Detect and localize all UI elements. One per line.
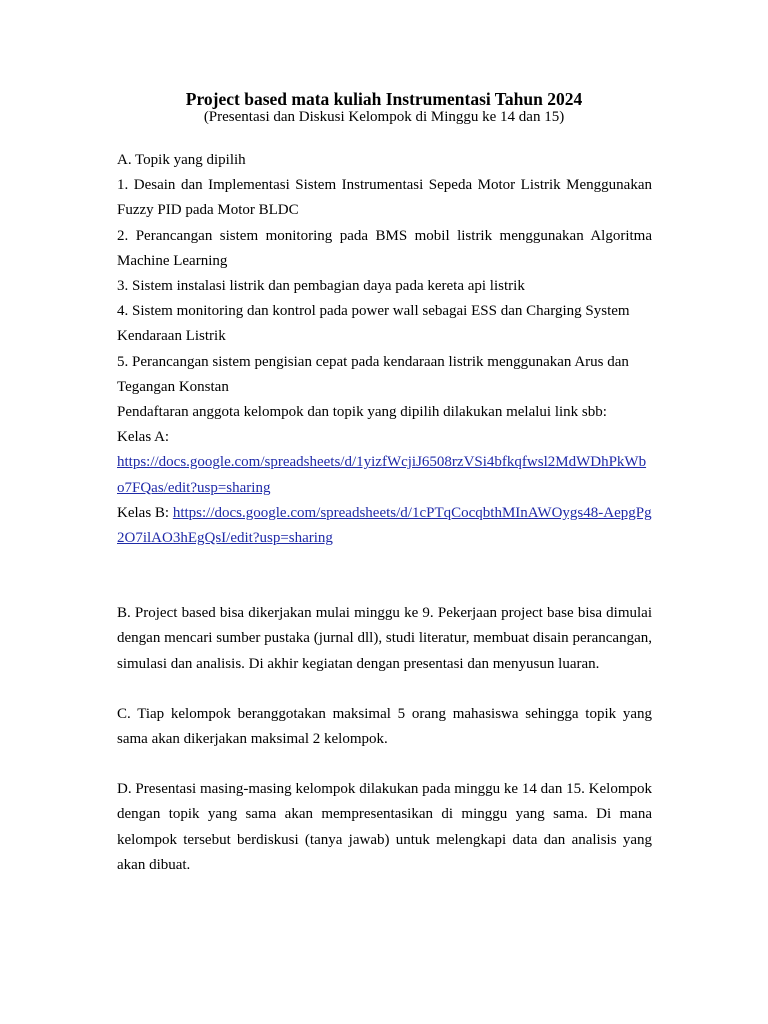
- topic-item-2: 2. Perancangan sistem monitoring pada BMS mobil listrik menggunakan Algoritma Machine Learning: [117, 227, 652, 269]
- kelas-a-label: Kelas A:: [117, 429, 170, 446]
- kelas-a-link-line: [117, 450, 652, 500]
- section-a-heading: A. Topik yang dipilih: [117, 152, 246, 168]
- section-c-paragraph: C. Tiap kelompok beranggotakan maksimal 5 orang mahasiswa sehingga topik yang sama akan dikerjakan maksimal 2 kelompok.: [117, 705, 652, 748]
- registration-note: Pendaftaran anggota kelompok dan topik yang dipilih dilakukan melalui link sbb:: [117, 404, 607, 421]
- section-d-paragraph: D. Presentasi masing-masing kelompok dilakukan pada minggu ke 14 dan 15. Kelompok dengan topik yang sama akan mempresentasikan di minggu yang sama. Di mana kelompok tersebut berdiskusi (tanya jawab) untuk melengkapi data dan analisis yang akan dibuat.: [117, 781, 652, 873]
- topic-item-1: 1. Desain dan Implementasi Sistem Instrumentasi Sepeda Motor Listrik Menggunakan Fuzzy PID pada Motor BLDC: [117, 177, 652, 219]
- document-subtitle: (Presentasi dan Diskusi Kelompok di Minggu ke 14 dan 15): [203, 109, 565, 125]
- kelas-a-link[interactable]: https://docs.google.com/spreadsheets/d/1yizfWcjiJ6508rzVSi4bfkqfwsl2MdWDhPkWbo7FQas/edit?usp=sharing: [117, 454, 647, 496]
- kelas-b-line: [117, 501, 652, 551]
- topic-item-4: 4. Sistem monitoring dan kontrol pada power wall sebagai ESS dan Charging System Kendaraan Listrik: [117, 303, 630, 345]
- topic-item-5: 5. Perancangan sistem pengisian cepat pada kendaraan listrik menggunakan Arus dan Tegangan Konstan: [117, 353, 629, 395]
- document-title: Project based mata kuliah Instrumentasi Tahun 2024: [185, 89, 583, 109]
- topic-item-3: 3. Sistem instalasi listrik dan pembagian daya pada kereta api listrik: [117, 278, 525, 295]
- kelas-b-link[interactable]: https://docs.google.com/spreadsheets/d/1cPTqCocqbthMInAWOygs48-AepgPg2O7ilAO3hEgQsI/edit?usp=sharing: [117, 504, 652, 547]
- document-body: [117, 148, 652, 878]
- kelas-b-label: Kelas B:: [117, 504, 173, 521]
- section-b-paragraph: B. Project based bisa dikerjakan mulai minggu ke 9. Pekerjaan project base bisa dimulai dengan mencari sumber pustaka (jurnal dll), studi literatur, membuat disain perancangan, simulasi dan analisis. Di akhir kegiatan dengan presentasi dan menyusun luaran.: [117, 605, 652, 672]
